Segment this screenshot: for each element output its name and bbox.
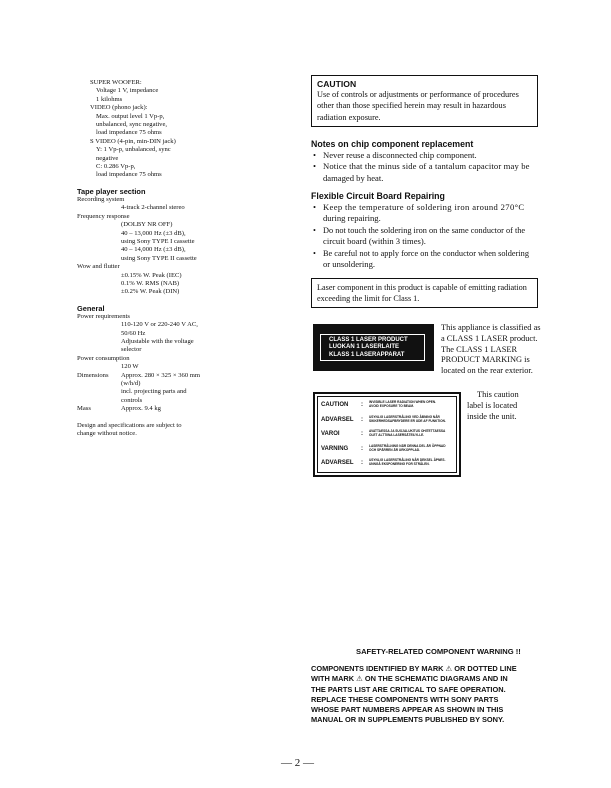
spec-value: Approx. 9.4 kg	[121, 405, 161, 413]
warning-label-row	[320, 429, 456, 443]
spec-value: selector	[121, 346, 142, 354]
warning-label-colon: :	[361, 431, 363, 437]
flex-note-item: • Keep the temperature of soldering iron around 270°C	[311, 202, 561, 213]
spec-value: C: 0.286 Vp-p,	[96, 163, 136, 171]
spec-value: 40 – 13,000 Hz (±3 dB),	[121, 229, 186, 237]
specifications-column	[77, 79, 277, 438]
class1-desc-line: PRODUCT MARKING is	[441, 355, 530, 365]
chip-notes-title: Notes on chip component replacement	[311, 139, 474, 149]
chip-note-item: • Notice that the minus side of a tantalum capacitor may be	[311, 161, 561, 172]
laser-warning-label	[313, 392, 461, 477]
spec-label: Mass	[77, 405, 91, 413]
spec-value: using Sony TYPE I cassette	[121, 237, 195, 245]
class1-label-line: LUOKAN 1 LASERLAITE	[329, 344, 400, 351]
spec-value: load impedance 75 ohms	[96, 129, 162, 137]
warning-label-text: USYNLIG LASERSTRÅLING NÅR DEKSEL ÅPNES.	[369, 458, 446, 462]
safety-line: MANUAL OR IN SUPPLEMENTS PUBLISHED BY SONY.	[311, 715, 505, 725]
class1-desc-line: This appliance is classified as	[441, 323, 541, 332]
spec-label: Frequency response	[77, 212, 130, 220]
general-section-title: General	[77, 303, 105, 313]
spec-label: S VIDEO (4-pin, min-DIN jack)	[90, 137, 176, 145]
warning-label-row	[320, 444, 456, 458]
caution-title: CAUTION	[317, 79, 357, 89]
warning-label-text: USYNLIG LASERSTRÅLING VED ÅBNING NÅR	[369, 414, 440, 419]
warning-label-row	[320, 415, 456, 429]
warning-desc-line: This caution	[477, 390, 519, 399]
spec-value: 1 kilohms	[96, 95, 123, 103]
warning-label-row	[320, 458, 456, 472]
spec-value: (DOLBY NR OFF)	[121, 221, 173, 229]
spec-value: ±0.2% W. Peak (DIN)	[121, 288, 180, 296]
tape-section-title: Tape player section	[77, 186, 146, 196]
warning-label-key: VARNING	[321, 445, 349, 452]
spec-value: 0.1% W. RMS (NAB)	[121, 279, 180, 287]
warning-label-text: LASERSTRÅLNING NÄR DENNA DEL ÄR ÖPPNAD	[369, 443, 446, 448]
spec-value: 4-track 2-channel stereo	[121, 204, 185, 212]
warning-label-text: AVATTAESSA JA SUOJALUKITUS OHITETTAESSA	[369, 429, 446, 433]
spec-value: (w/h/d)	[121, 379, 141, 387]
safety-warning-title: SAFETY-RELATED COMPONENT WARNING !!	[356, 647, 521, 656]
class1-desc-line: located on the rear exterior.	[441, 366, 533, 376]
safety-line: WITH MARK ⚠ ON THE SCHEMATIC DIAGRAMS AND IN	[311, 674, 508, 684]
class1-laser-label	[313, 324, 434, 371]
spec-value: 50/60 Hz	[121, 329, 146, 337]
spec-label: Dimensions	[77, 371, 109, 379]
caution-text: other than those specified herein may result in hazardous	[317, 101, 506, 111]
spec-value: negative	[96, 154, 119, 162]
flex-board-notes	[311, 190, 561, 270]
warning-label-text: INVISIBLE LASER RADIATION WHEN OPEN.	[369, 400, 437, 404]
spec-label: Recording system	[77, 195, 125, 203]
spec-value: Y: 1 Vp-p, unbalanced, sync	[96, 146, 171, 154]
spec-value: ±0.15% W. Peak (IEC)	[121, 271, 182, 279]
spec-value: controls	[121, 396, 143, 404]
spec-label: SUPER WOOFER:	[90, 79, 142, 86]
class1-laser-label-inner	[320, 334, 425, 361]
class1-desc-line: The CLASS 1 LASER	[441, 344, 518, 354]
warning-label-text: UNNGÅ EKSPONERING FOR STRÅLEN.	[369, 462, 430, 467]
design-note: Design and specifications are subject to	[77, 421, 182, 429]
spec-label: Power consumption	[77, 354, 130, 362]
spec-value: Max. output level 1 Vp-p,	[96, 112, 165, 120]
spec-value: load impedance 75 ohms	[96, 171, 162, 179]
class1-desc-line: a CLASS 1 LASER product.	[441, 333, 538, 343]
warning-label-text: SIKKERHEDSAFBRYDERE ER UDE AF FUNKTION.	[369, 418, 446, 423]
caution-text: radiation exposure.	[317, 112, 381, 122]
warning-label-colon: :	[361, 460, 363, 466]
safety-warning-body	[311, 664, 571, 726]
spec-value: Voltage 1 V, impedance	[96, 87, 159, 95]
safety-line: COMPONENTS IDENTIFIED BY MARK ⚠ OR DOTTED LINE	[311, 664, 517, 673]
warning-label-text: OLET ALTTIINA LASERSÄTEILYLLE.	[369, 433, 425, 438]
page-number: — 2 —	[281, 757, 314, 769]
spec-value: 40 – 14,000 Hz (±3 dB),	[121, 246, 186, 254]
warning-label-text: OCH SPÄRREN ÄR URKOPPLAD.	[369, 447, 421, 452]
flex-note-item-cont: or unsoldering.	[323, 259, 376, 270]
safety-line: REPLACE THESE COMPONENTS WITH SONY PARTS	[311, 694, 499, 704]
chip-note-item: • Never reuse a disconnected chip component.	[311, 150, 561, 161]
flex-note-item: • Do not touch the soldering iron on the same conductor of the	[311, 225, 561, 236]
laser-box-text: exceeding the limit for Class 1.	[317, 294, 420, 304]
warning-label-row	[320, 400, 456, 414]
spec-label: Power requirements	[77, 312, 130, 320]
flex-note-item-cont: circuit board (within 3 times).	[323, 236, 426, 247]
caution-box	[311, 75, 538, 127]
spec-value: Approx. 280 × 325 × 360 mm	[121, 371, 201, 379]
spec-value: using Sony TYPE II cassette	[121, 254, 197, 262]
warning-label-rows	[320, 400, 456, 473]
class1-label-line: CLASS 1 LASER PRODUCT	[329, 337, 408, 343]
warning-label-colon: :	[361, 445, 363, 452]
warning-label-key: CAUTION	[321, 402, 349, 408]
flex-note-item: • Be careful not to apply force on the conductor when soldering	[311, 248, 561, 259]
spec-label: VIDEO (phono jack):	[90, 104, 148, 112]
warning-label-description	[467, 390, 547, 422]
warning-label-colon: :	[361, 402, 363, 408]
warning-desc-line: inside the unit.	[467, 411, 517, 421]
chip-note-item-cont: damaged by heat.	[323, 172, 384, 183]
caution-text: Use of controls or adjustments or performance of procedures	[317, 90, 519, 99]
safety-line: WHOSE PART NUMBERS APPEAR AS SHOWN IN THIS	[311, 705, 504, 715]
warning-label-key: ADVARSEL	[321, 416, 354, 423]
chip-notes	[311, 138, 561, 184]
safety-line: THE PARTS LIST ARE CRITICAL TO SAFE OPERATION.	[311, 684, 506, 694]
class1-label-line: KLASS 1 LASERAPPARAT	[329, 351, 405, 358]
spec-value: Adjustable with the voltage	[121, 337, 194, 345]
spec-value: 110-120 V or 220-240 V AC,	[121, 321, 198, 329]
warning-desc-line: label is located	[467, 400, 518, 410]
flex-note-item-cont: during repairing.	[323, 213, 381, 224]
spec-value: incl. projecting parts and	[121, 388, 187, 396]
warning-label-key: VAROI	[321, 431, 340, 437]
warning-label-text: AVOID EXPOSURE TO BEAM.	[369, 404, 414, 409]
spec-value: 120 W	[121, 363, 139, 371]
warning-label-key: ADVARSEL	[321, 460, 354, 466]
class1-description	[441, 323, 561, 377]
warning-label-colon: :	[361, 416, 363, 423]
laser-component-box	[311, 278, 538, 308]
spec-value: unbalanced, sync negative,	[96, 121, 168, 129]
design-note: change without notice.	[77, 430, 137, 437]
flex-board-title: Flexible Circuit Board Repairing	[311, 191, 445, 201]
spec-label: Wow and flutter	[77, 263, 120, 271]
laser-box-text: Laser component in this product is capable of emitting radiation	[317, 283, 527, 292]
